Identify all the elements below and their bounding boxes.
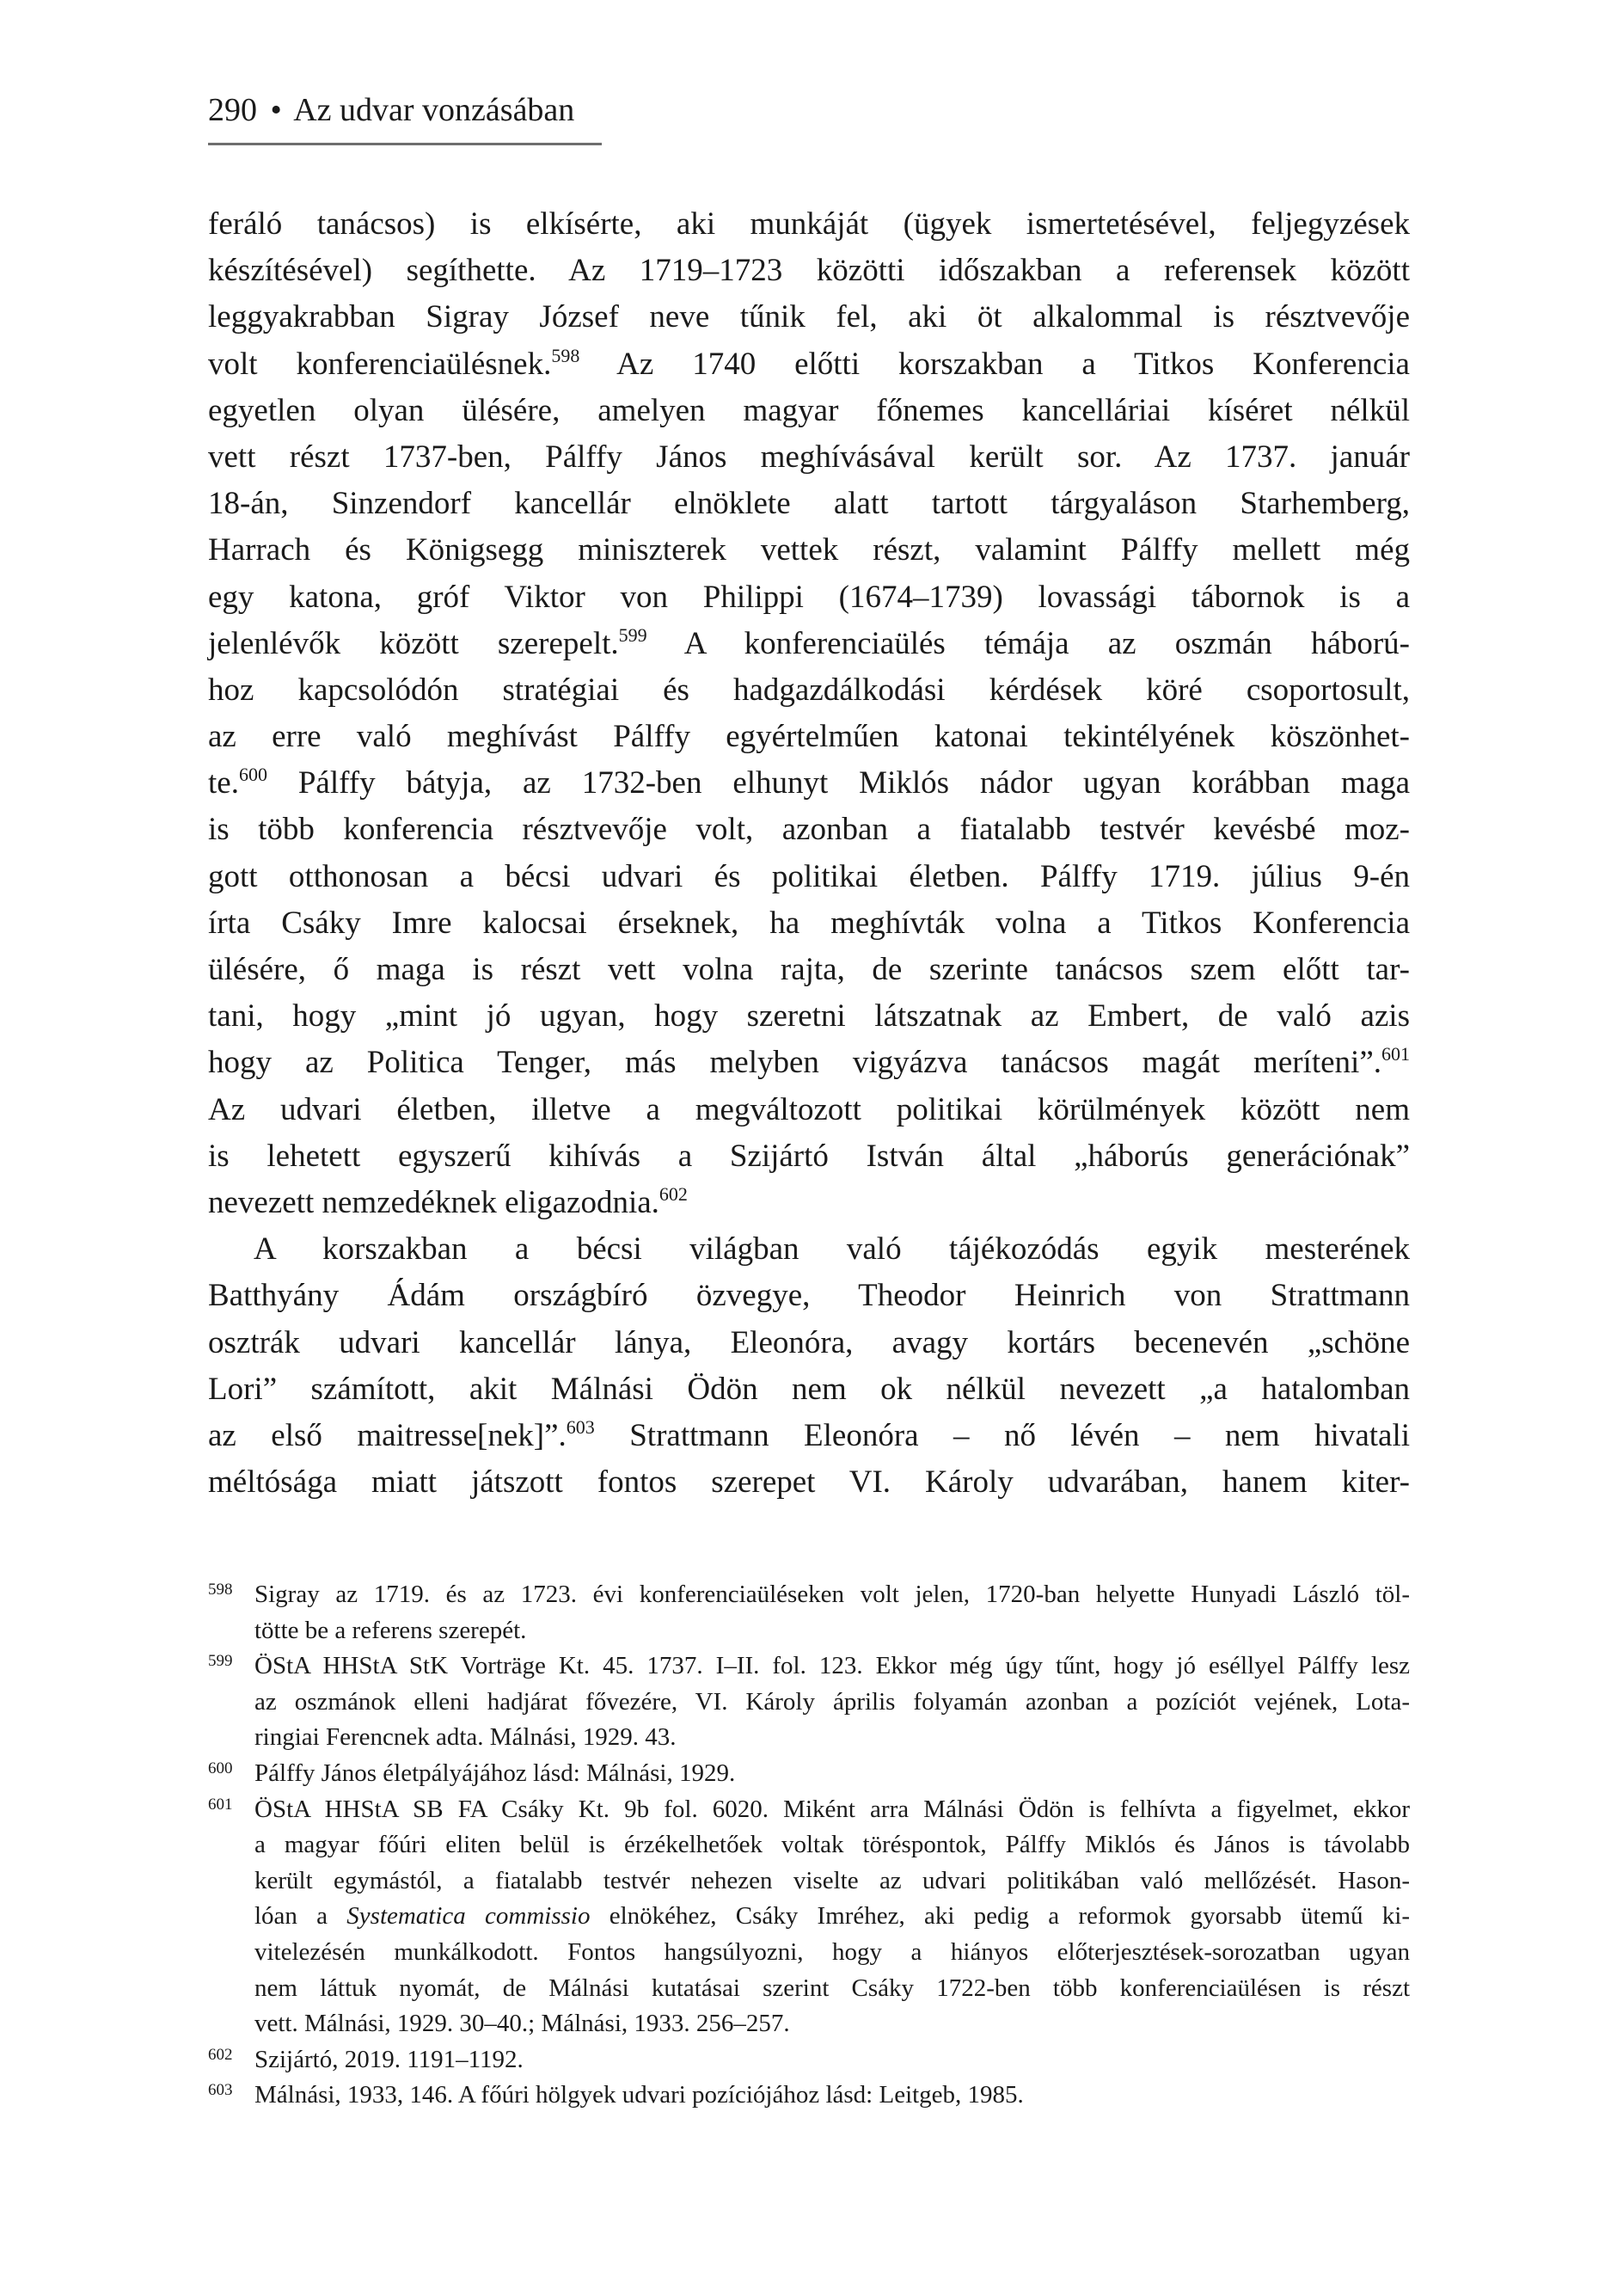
footnote-603 [208, 2078, 1410, 2114]
body-line: osztrák udvari kancellár lánya, Eleonóra, avagy kortárs becenevén „schöne [208, 1324, 1410, 1360]
footnote-601 [208, 1792, 1410, 2042]
body-line: készítésével) segíthette. Az 1719–1723 közötti időszakban a referensek között [208, 253, 1410, 289]
running-head [208, 91, 574, 129]
body-line: Batthyány Ádám országbíró özvegye, Theodor Heinrich von Strattmann [208, 1278, 1410, 1314]
body-line: Lori” számított, akit Málnási Ödön nem ok nélkül nevezett „a hatalomban [208, 1371, 1410, 1407]
body-line: méltósága miatt játszott fontos szerepet VI. Károly udvarában, hanem kiter- [208, 1464, 1410, 1501]
body-line: vett részt 1737-ben, Pálffy János meghívásával került sor. Az 1737. január [208, 439, 1410, 475]
footnote-number: 603 [208, 2081, 233, 2100]
footnote-line: ÖStA HHStA SB FA Csáky Kt. 9b fol. 6020. Miként arra Málnási Ödön is felhívta a figyelmet, ekkor [254, 1795, 1410, 1823]
footnote-line: ÖStA HHStA StK Vorträge Kt. 45. 1737. I–II. fol. 123. Ekkor még úgy tűnt, hogy jó eséllyel Pálffy lesz [254, 1652, 1410, 1680]
footnote-line: tötte be a referens szerepét. [254, 1616, 527, 1644]
body-line: jelenlévők között szerepelt.$^{599}$ A konferenciaülés témája az oszmán háború- [208, 623, 1411, 661]
footnote-line: vitelezésén munkálkodott. Fontos hangsúlyozni, hogy a hiányos előterjesztések-sorozatban ugyan [254, 1937, 1410, 1966]
body-line: hoz kapcsolódón stratégiai és hadgazdálkodási kérdések köré csoportosult, [208, 672, 1410, 708]
body-line: írta Csáky Imre kalocsai érseknek, ha meghívták volna a Titkos Konferencia [208, 905, 1410, 941]
body-line: hogy az Politica Tenger, más melyben vigyázva tanácsos magát meríteni”.$^{601}$ [208, 1043, 1410, 1081]
footnote-number: 601 [208, 1795, 233, 1814]
body-line: is több konferencia résztvevője volt, azonban a fiatalabb testvér kevésbé moz- [208, 812, 1410, 848]
chapter-title: Az udvar vonzásában [293, 92, 575, 128]
footnote-line: az oszmánok elleni hadjárat fővezére, VI. Károly április folyamán azonban a pozíciót vejének, Lota- [254, 1687, 1410, 1716]
body-line: te.$^{600}$ Pálffy bátyja, az 1732-ben elhunyt Miklós nádor ugyan korábban maga [208, 764, 1410, 801]
paragraph-first-line: A korszakban a bécsi világban való tájékozódás egyik mesterének [254, 1231, 1410, 1268]
footnote-ref-600[interactable]: 600 [238, 764, 267, 786]
italic-term: Systematica commissio [346, 1902, 591, 1931]
footnote-line: Málnási, 1933, 146. A főúri hölgyek udvari pozíciójához lásd: Leitgeb, 1985. [254, 2081, 1024, 2109]
footnote-ref-598[interactable]: 598 [551, 344, 580, 366]
footnote-ref-602[interactable]: 602 [659, 1182, 688, 1205]
footnote-number: 599 [208, 1652, 233, 1671]
footnote-602 [208, 2042, 1410, 2078]
body-line: 18-án, Sinzendorf kancellár elnöklete alatt tartott tárgyaláson Starhemberg, [208, 486, 1410, 522]
footnote-number: 602 [208, 2045, 233, 2064]
body-line: is lehetett egyszerű kihívás a Szijártó István által „háborús generációnak” [208, 1138, 1410, 1174]
footnote-600 [208, 1756, 1410, 1792]
body-line: az erre való meghívást Pálffy egyértelműen katonai tekintélyének köszönhet- [208, 719, 1410, 755]
body-line: Harrach és Königsegg miniszterek vettek részt, valamint Pálffy mellett még [208, 532, 1410, 568]
bullet-separator: • [270, 92, 282, 128]
footnote-599 [208, 1648, 1410, 1756]
body-line: tani, hogy „mint jó ugyan, hogy szeretni látszatnak az Embert, de való azis [208, 998, 1410, 1034]
footnote-line: Pálffy János életpályájához lásd: Málnási, 1929. [254, 1759, 736, 1787]
footnote-line: nem láttuk nyomát, de Málnási kutatásai szerint Csáky 1722-ben több konferenciaülésen is részt [254, 1974, 1410, 2002]
footnote-line: a magyar főúri eliten belül is érzékelhetőek voltak töréspontok, Pálffy Miklós és János is távolabb [254, 1831, 1410, 1859]
body-line: nevezett nemzedéknek eligazodnia.$^{602}$ [208, 1182, 688, 1220]
body-line: gott otthonosan a bécsi udvari és politikai életben. Pálffy 1719. július 9-én [208, 858, 1410, 894]
footnote-line: Sigray az 1719. és az 1723. évi konferenciaüléseken volt jelen, 1720-ban helyette Hunyadi László töl- [254, 1581, 1410, 1608]
footnote-line: lóan a Systematica commissio elnökéhez, Csáky Imréhez, aki pedig a reformok gyorsabb ütemű ki- [254, 1902, 1410, 1931]
footnote-598 [208, 1577, 1410, 1648]
body-line: leggyakrabban Sigray József neve tűnik fel, aki öt alkalommal is résztvevője [208, 299, 1410, 335]
body-line: volt konferenciaülésnek.$^{598}$ Az 1740 előtti korszakban a Titkos Konferencia [208, 344, 1410, 382]
footnote-line: ringiai Ferencnek adta. Málnási, 1929. 43. [254, 1723, 677, 1752]
body-line: az első maitresse[nek]”.$^{603}$ Strattmann Eleonóra – nő lévén – nem hivatali [208, 1415, 1410, 1453]
footnote-ref-599[interactable]: 599 [618, 623, 647, 646]
body-line: ülésére, ő maga is részt vett volna rajta, de szerinte tanácsos szem előtt tar- [208, 952, 1410, 987]
body-line: feráló tanácsos) is elkísérte, aki munkáját (ügyek ismertetésével, feljegyzések [208, 206, 1410, 242]
footnote-line: került egymástól, a fiatalabb testvér nehezen viselte az udvari politikában való mellőzését. Hason- [254, 1866, 1410, 1894]
body-text [208, 201, 1410, 1506]
header-rule [208, 143, 602, 145]
footnote-ref-603[interactable]: 603 [566, 1415, 595, 1438]
body-line: egy katona, gróf Viktor von Philippi (1674–1739) lovassági tábornok is a [208, 579, 1410, 615]
footnote-number: 598 [208, 1581, 233, 1599]
footnote-line: Szijártó, 2019. 1191–1192. [254, 2045, 524, 2073]
body-line: egyetlen olyan ülésére, amelyen magyar főnemes kancelláriai kíséret nélkül [208, 392, 1410, 428]
page-number: 290 [208, 92, 257, 128]
footnote-number: 600 [208, 1759, 233, 1777]
footnote-line: vett. Málnási, 1929. 30–40.; Málnási, 1933. 256–257. [254, 2010, 790, 2038]
footnote-ref-601[interactable]: 601 [1381, 1043, 1410, 1065]
footnotes [208, 1577, 1410, 2114]
body-line: Az udvari életben, illetve a megváltozott politikai körülmények között nem [208, 1091, 1410, 1127]
